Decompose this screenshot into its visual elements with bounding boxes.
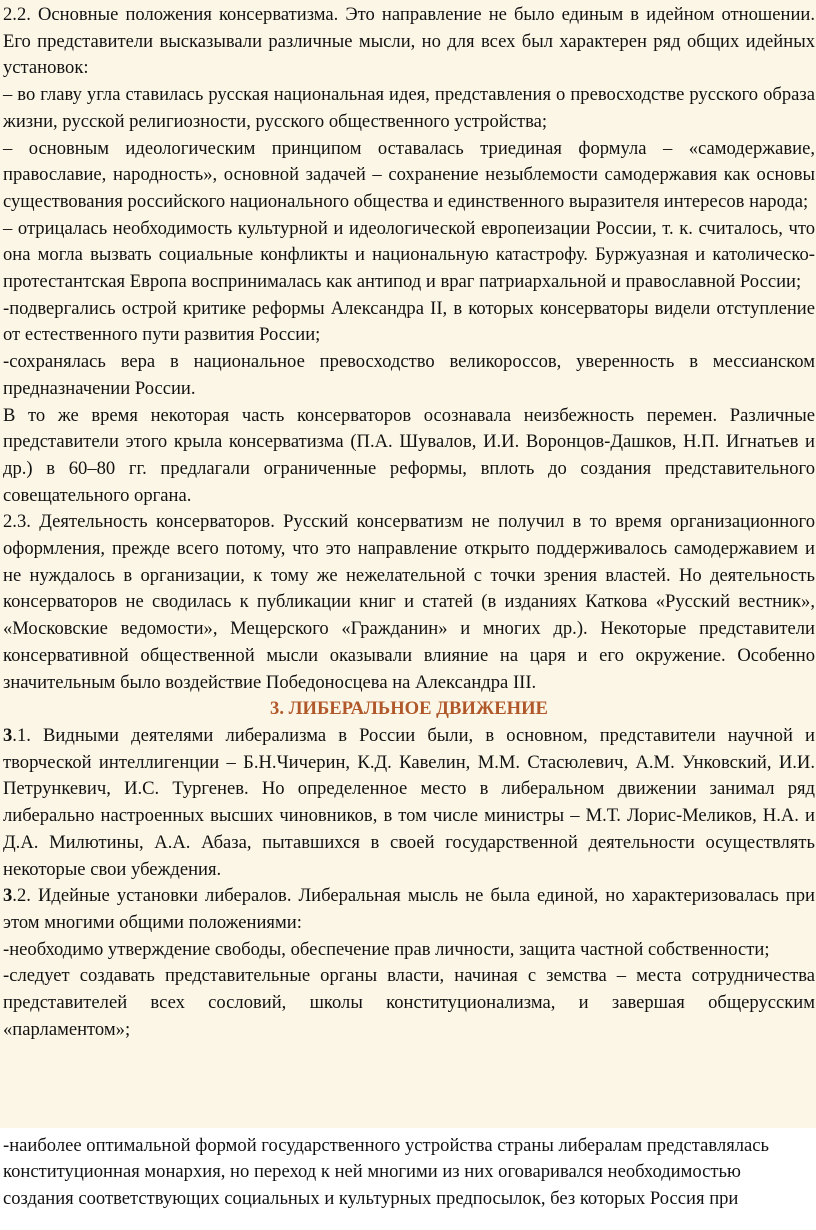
paragraph-text: .1. Видными деятелями либерализма в России были, в основном, представители научной и творческой интеллигенции – Б.Н.Чичерин, К.Д. Кавелин, М.М. Стасюлевич, А.М. Унковский, И.И. Петрункевич, И.С. Тургенев. Но определенное место в либеральном движении занимал ряд либерально настроенных высших чиновников, в том числе министры – М.Т. Лорис-Меликов, Н.А. и Д.А. Милютины, А.А. Абаза, пытавшихся в своей государственной деятельности осуществлять некоторые свои убеждения. [3, 724, 815, 880]
section-number: 3 [3, 885, 13, 907]
constitutional-monarchy-block [0, 1128, 816, 1230]
list-item-national-idea: – во главу угла ставилась русская национальная идея, представления о превосходстве русского образа жизни, русской религиозности, русского общественного устройства; [3, 84, 815, 132]
paragraph-liberal-ideas [3, 883, 815, 936]
paragraph-liberal-figures [3, 723, 815, 883]
text-line: -наиболее оптимальной формой государственного устройства страны либералам представлялась [3, 1135, 770, 1156]
section-number: 3 [3, 724, 13, 746]
paragraph-conservative-activity: 2.3. Деятельность консерваторов. Русский консерватизм не получил в то время организационного оформления, прежде всего потому, что это направление открыто поддерживалось самодержавием и не нуждалось в организации, к тому же нежелательной с точки зрения властей. Но деятельность консерваторов не сводилась к публикации книг и статей (в изданиях Каткова «Русский вестник», «Московские ведомости», Мещерского «Гражданин» и многих др.). Некоторые представители консервативной общественной мысли оказывали влияние на царя и его окружение. Особенно значительным было воздействие Победоносцева на Александра III. [3, 511, 815, 693]
list-item-reform-critique: -подвергались острой критике реформы Александра II, в которых консерваторы видели отступление от естественного пути развития России; [3, 297, 815, 346]
paragraph-reformist-wing: В то же время некоторая часть консерваторов осознавала неизбежность перемен. Различные представители этого крыла консерватизма (П.А. Шувалов, И.И. Воронцов-Дашков, Н.П. Игнатьев и др.) в 60–80 гг. предлагали ограниченные реформы, вплоть до создания представительного совещательного органа. [3, 404, 815, 506]
list-item-representative-bodies: -следует создавать представительные органы власти, начиная с земства – места сотрудничества представителей всех сословий, школы конституционализма, и завершая общерусским «парламентом»; [3, 965, 815, 1040]
list-item-europeanization: – отрицалась необходимость культурной и идеологической европеизации России, т. к. считалось, что она могла вызвать социальные конфликты и национальную катастрофу. Буржуазная и католическо-протестантская Европа воспринималась как антипод и враг патриархальной и православной России; [3, 217, 815, 293]
section-heading-liberal-movement: 3. ЛИБЕРАЛЬНОЕ ДВИЖЕНИЕ [270, 698, 548, 720]
list-item-messianism: -сохранялась вера в национальное превосходство великороссов, уверенность в мессианском предназначении России. [3, 351, 815, 399]
text-line: создания соответствующих социальных и культурных предпосылок, без которых Россия при [3, 1187, 739, 1209]
paragraph-text: .2. Идейные установки либералов. Либеральная мысль не была единой, но характеризовалась при этом многими общими положениями: [3, 885, 815, 933]
text-line: конституционная монархия, но переход к ней многими из них оговаривался необходимостью [3, 1161, 741, 1183]
list-item-freedom: -необходимо утверждение свободы, обеспечение прав личности, защита частной собственности; [3, 938, 770, 960]
list-item-triune-formula: – основным идеологическим принципом оставалась триединая формула – «самодержавие, православие, народность», основной задачей – сохранение незыблемости самодержавия как основы существования российского национального общества и единственного выразителя интересов народа; [3, 137, 815, 212]
paragraph-conservatism-principles: 2.2. Основные положения консерватизма. Это направление не было единым в идейном отношении. Его представители высказывали различные мысли, но для всех был характерен ряд общих идейных установок: [3, 4, 815, 79]
